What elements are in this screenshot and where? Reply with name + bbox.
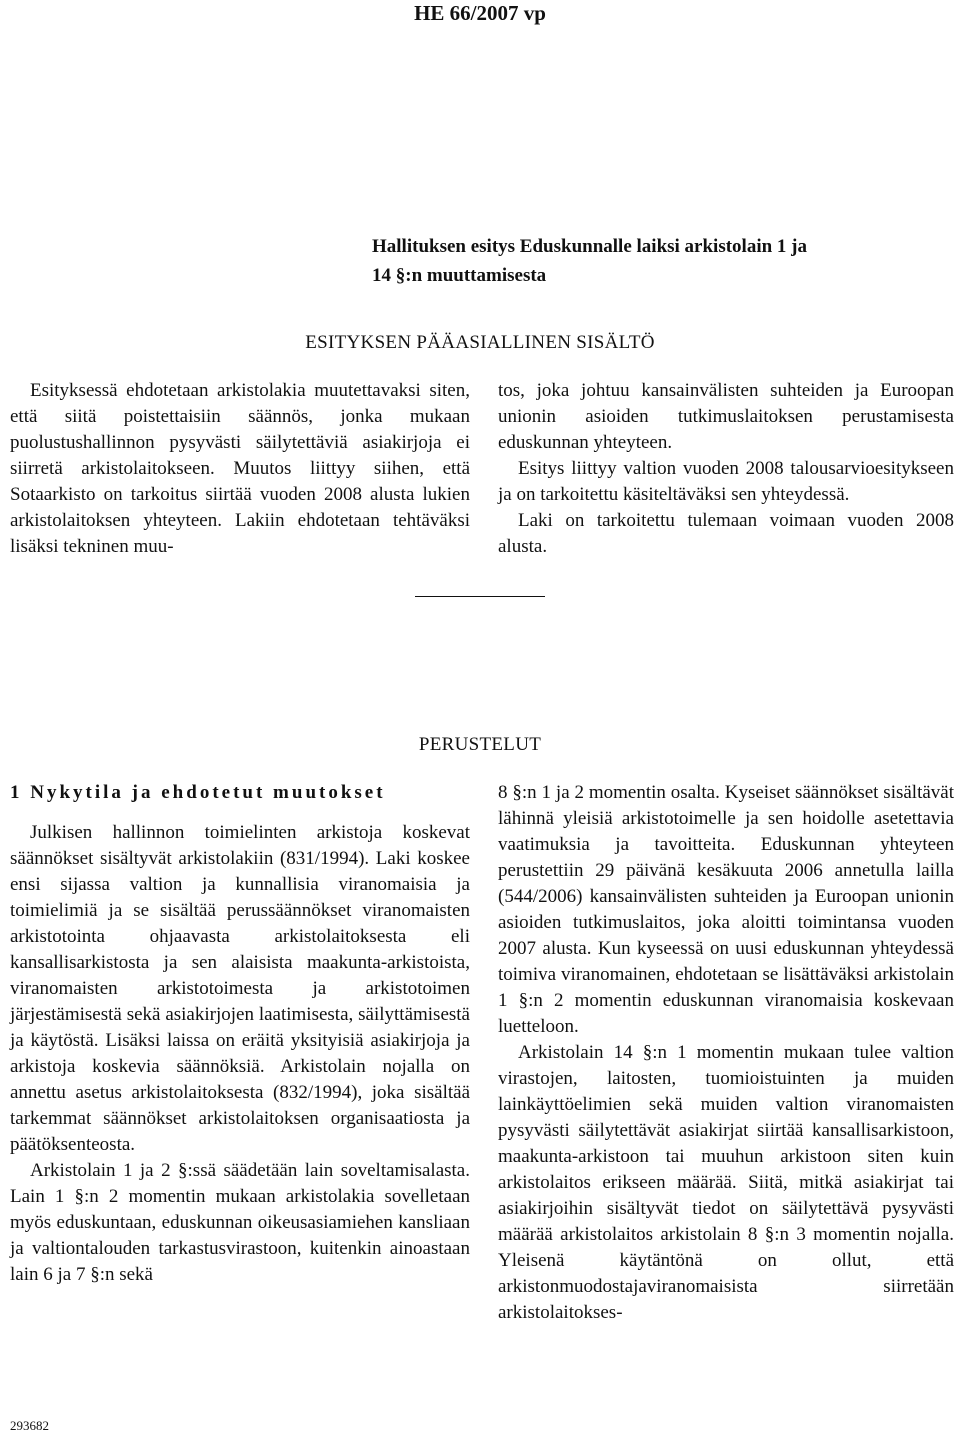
rationale-left-column [10, 780, 470, 1288]
document-title [372, 232, 960, 290]
rationale-right-column [498, 780, 954, 1326]
summary-paragraph-1-continued: tos, joka johtuu kansainvälisten suhteiden ja Euroopan unionin asioiden tutkimuslaitoksen perustamisesta eduskunnan yhteyteen. [498, 380, 954, 453]
rationale-paragraph-1: Julkisen hallinnon toimielinten arkistoja koskevat säännökset sisältyvät arkistolakiin (831/1994). Laki koskee ensi sijassa valtion ja kunnallisia viranomaisia ja toimielimiä ja se sisältää perussäännökset viranomaisten arkistotointa ohjaavasta arkistolaitoksesta eli kansallisarkistosta ja sen alaisista maakunta-arkistoista, viranomaisten arkistotoimesta ja arkistotoimen järjestämisestä sekä asiakirjojen laatimisesta, säilyttämisestä ja käytöstä. Lisäksi laissa on eräitä yksityisiä asiakirjoja ja arkistoja koskevia säännöksiä. Arkistolain nojalla on annettu asetus arkistolaitoksesta (832/1994), joka sisältää tarkemmat säännökset arkistolaitoksen organisaatiosta ja päätöksenteosta. [10, 822, 470, 1155]
section-1-title: 1 Nykytila ja ehdotetut muutokset [10, 782, 386, 803]
document-id-header: HE 66/2007 vp [414, 1, 546, 25]
rationale-paragraph-2-continued: 8 §:n 1 ja 2 momentin osalta. Kyseiset säännökset sisältävät lähinnä yleisiä arkistotoimelle ja sen hoidolle asetettavia vaatimuksia ja tavoitteita. Eduskunnan yhteyteen perustettiin 29 päivänä kesäkuuta 2006 annetulla lailla (544/2006) kansainvälisten suhteiden ja Euroopan unionin asioiden tutkimuslaitos, joka aloitti toimintansa vuoden 2007 alusta. Kun kyseessä on uusi eduskunnan yhteydessä toimiva viranomainen, ehdotetaan se lisättäväksi arkistolain 1 §:n 2 momentin eduskunnan viranomaisia koskevaan luetteloon. [498, 782, 954, 1037]
rationale-paragraph-2: Arkistolain 1 ja 2 §:ssä säädetään lain soveltamisalasta. Lain 1 §:n 2 momentin mukaan arkistolakia sovelletaan myös eduskuntaan, eduskunnan oikeusasiamiehen kansliaan ja valtiontalouden tarkastusvirastoon, kuitenkin ainoastaan lain 6 ja 7 §:n sekä [10, 1160, 470, 1285]
section-separator [415, 596, 545, 597]
page-code: 293682 [10, 1418, 49, 1433]
summary-left-column [10, 378, 470, 560]
summary-paragraph-3: Laki on tarkoitettu tulemaan voimaan vuoden 2008 alusta. [498, 510, 954, 557]
document-title-line-2: 14 §:n muuttamisesta [372, 265, 547, 286]
summary-right-column [498, 378, 954, 560]
summary-heading: ESITYKSEN PÄÄASIALLINEN SISÄLTÖ [305, 332, 655, 353]
rationale-heading: PERUSTELUT [418, 734, 542, 755]
document-title-line-1: Hallituksen esitys Eduskunnalle laiksi arkistolain 1 ja [372, 236, 808, 257]
rationale-paragraph-3: Arkistolain 14 §:n 1 momentin mukaan tulee valtion virastojen, laitosten, tuomioistuinten ja muiden lainkäyttöelimien sekä muiden valtion viranomaisten pysyvästi säilytettävät asiakirjat siirtää kansallisarkistoon, maakunta-arkistoon tai muuhun arkistoon siten kuin arkistolaitos erikseen määrää. Siitä, mitkä asiakirjat tai asiakirjoihin sisältyvät tiedot on säilytettävä pysyvästi määrää arkistolaitos arkistolain 8 §:n 3 momentin nojalla. Yleisenä käytäntönä on ollut, että arkistonmuodostajaviranomaisista siirretään arkistolaitokses- [498, 1042, 954, 1323]
summary-paragraph-1: Esityksessä ehdotetaan arkistolakia muutettavaksi siten, että siitä poistettaisiin säännös, jonka mukaan puolustushallinnon pysyvästi säilytettäviä asiakirjoja ei siirretä arkistolaitokseen. Muutos liittyy siihen, että Sotaarkisto on tarkoitus siirtää vuoden 2008 alusta lukien arkistolaitoksen yhteyteen. Lakiin ehdotetaan tehtäväksi lisäksi tekninen muu- [10, 380, 470, 557]
summary-paragraph-2: Esitys liittyy valtion vuoden 2008 talousarvioesitykseen ja on tarkoitettu käsiteltäväksi sen yhteydessä. [498, 458, 954, 505]
